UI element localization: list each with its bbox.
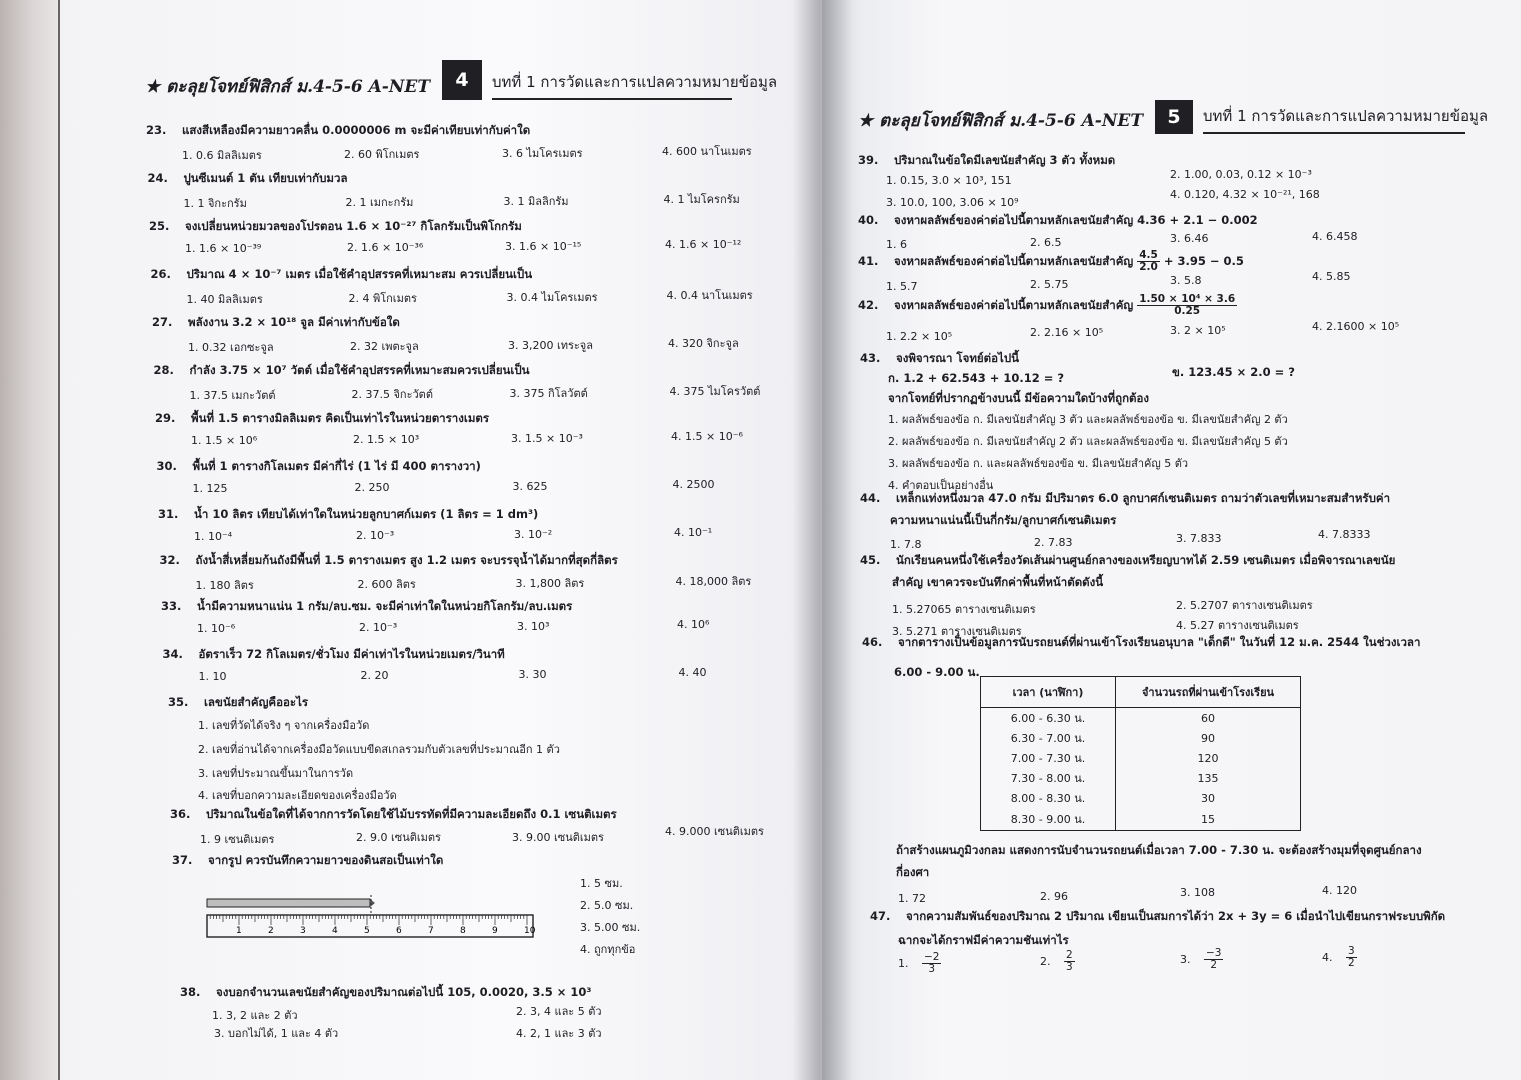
option: 1. 40 มิลลิเมตร	[186, 293, 263, 306]
left-page-header	[145, 60, 778, 100]
option: 1. 2.2 × 10⁵	[886, 330, 953, 343]
subquestion-b: ข. 123.45 × 2.0 = ?	[1172, 365, 1295, 379]
option: 4. 7.8333	[1318, 528, 1371, 541]
option: 4. 0.120, 4.32 × 10⁻²¹, 168	[1170, 188, 1320, 201]
option: 3. 30	[518, 667, 547, 681]
table-row	[981, 748, 1301, 768]
option: 1. 5 ซม.	[580, 877, 623, 890]
table-cell: 135	[1116, 768, 1301, 788]
option: 4. 120	[1322, 884, 1357, 897]
table-cell: 8.30 - 9.00 น.	[981, 808, 1116, 831]
option: 2. 5.0 ซม.	[580, 899, 634, 912]
fraction: $\frac{-3}{2}$	[1206, 947, 1222, 971]
ruler-label: 9	[492, 926, 498, 936]
option: 3. 10.0, 100, 3.06 × 10⁹	[886, 196, 1019, 209]
option: 2. 20	[360, 668, 389, 682]
option: 4. 2.1600 × 10⁵	[1312, 320, 1400, 333]
question-stem: จากโจทย์ที่ปรากฏข้างบนนี้ มีข้อความใดบ้างที่ถูกต้อง	[888, 391, 1150, 405]
question-28: 28. กำลัง 3.75 × 10⁷ วัตต์ เมื่อใช้คำอุปสรรคที่เหมาะสมควรเปลี่ยนเป็น	[153, 363, 530, 377]
option: 1. 37.5 เมกะวัตต์	[189, 389, 276, 402]
option: 3. บอกไม่ได้, 1 และ 4 ตัว	[214, 1027, 339, 1040]
ruler-label: 3	[300, 926, 306, 936]
book-series-title: ★ ตะลุยโจทย์ฟิสิกส์ ม.4-5-6 A-NET	[858, 111, 1143, 131]
question-44-line2: ความหนาแน่นนี้เป็นกี่กรัม/ลูกบาศก์เซนติเมตร	[890, 513, 1117, 527]
table-cell: 15	[1116, 808, 1301, 831]
option: 4. 10⁻¹	[674, 526, 713, 540]
question-36: 36. ปริมาณในข้อใดที่ได้จากการวัดโดยใช้ไม้บรรทัดที่มีความละเอียดถึง 0.1 เซนติเมตร	[170, 807, 617, 821]
option: 4. 0.4 นาโนเมตร	[666, 289, 753, 303]
option: 2. 60 พิโกเมตร	[344, 147, 420, 161]
option: 3. 1,800 ลิตร	[515, 576, 585, 590]
fraction: $\frac{3}{2}$	[1348, 945, 1355, 969]
option: 4. 5.85	[1312, 270, 1351, 283]
option: 1. 1.6 × 10⁻³⁹	[185, 242, 262, 255]
subquestion-a: ก. 1.2 + 62.543 + 10.12 = ?	[888, 371, 1065, 385]
ruler-label: 10	[524, 926, 535, 936]
question-33: 33. น้ำมีความหนาแน่น 1 กรัม/ลบ.ซม. จะมีค่าเท่าใดในหน่วยกิโลกรัม/ลบ.เมตร	[161, 599, 573, 613]
question-46-followup2: กี่องศา	[896, 865, 930, 879]
question-31: 31. น้ำ 10 ลิตร เทียบได้เท่าใดในหน่วยลูกบาศก์เมตร (1 ลิตร = 1 dm³)	[158, 507, 539, 521]
question-42: 42. จงหาผลลัพธ์ของค่าต่อไปนี้ตามหลักเลขนัยสำคัญ $\frac{\text{1.50 × 10⁴ × 3.6}}{0.25}$	[858, 293, 1236, 317]
book-gutter-shadow	[792, 0, 852, 1080]
option: 2. 4 พิโกเมตร	[348, 291, 417, 305]
question-32: 32. ถังน้ำสี่เหลี่ยมก้นถังมีพื้นที่ 1.5 ตารางเมตร สูง 1.2 เมตร จะบรรจุน้ำได้มากที่สุดกี่ลิตร	[159, 553, 618, 567]
table-row	[981, 728, 1301, 748]
option: 4. 9.000 เซนติเมตร	[665, 825, 764, 838]
option: 2. 3, 4 และ 5 ตัว	[516, 1005, 602, 1018]
option: 3. 6.46	[1170, 232, 1209, 245]
option: 4. $\frac{3}{2}$	[1322, 945, 1355, 969]
page-number: 5	[1155, 100, 1193, 134]
question-34: 34. อัตราเร็ว 72 กิโลเมตร/ชั่วโมง มีค่าเท่าไรในหน่วยเมตร/วินาที	[162, 647, 505, 661]
question-45: 45. นักเรียนคนหนึ่งใช้เครื่องวัดเส้นผ่านศูนย์กลางของเหรียญบาทได้ 2.59 เซนติเมตร เมื่อพิจารณาเลขนัย	[860, 553, 1396, 567]
option: 1. 0.15, 3.0 × 10³, 151	[886, 174, 1012, 187]
table-row	[981, 808, 1301, 831]
option: 4. 375 ไมโครวัตต์	[669, 385, 761, 399]
table-header: เวลา (นาฬิกา)	[981, 677, 1116, 708]
option: 3. 5.271 ตารางเซนติเมตร	[892, 625, 1022, 638]
option: 3. 375 กิโลวัตต์	[509, 386, 588, 400]
option: 1. 180 ลิตร	[195, 579, 254, 592]
option: 2. 1.00, 0.03, 0.12 × 10⁻³	[1170, 168, 1312, 181]
option: 2. 5.2707 ตารางเซนติเมตร	[1176, 599, 1313, 612]
option: 3. 625	[512, 479, 548, 493]
option: 2. 6.5	[1030, 236, 1062, 249]
chapter-title: บทที่ 1 การวัดและการแปลความหมายข้อมูล	[1203, 104, 1465, 134]
option: 1. 5.7	[886, 280, 918, 293]
car-count-table	[980, 676, 1301, 831]
ruler-label: 1	[236, 926, 242, 936]
option: 2. ผลลัพธ์ของข้อ ก. มีเลขนัยสำคัญ 2 ตัว และผลลัพธ์ของข้อ ข. มีเลขนัยสำคัญ 5 ตัว	[888, 435, 1288, 448]
option: 1. 0.6 มิลลิเมตร	[182, 149, 262, 162]
table-cell: 7.30 - 8.00 น.	[981, 768, 1116, 788]
option: 2. 1.6 × 10⁻³⁶	[347, 240, 424, 254]
option: 2. $\frac{2}{3}$	[1040, 949, 1073, 973]
question-41: 41. จงหาผลลัพธ์ของค่าต่อไปนี้ตามหลักเลขนัยสำคัญ $\frac{4.5}{2.0}$ + 3.95 − 0.5	[858, 249, 1244, 273]
fraction: $\frac{4.5}{2.0}$	[1139, 249, 1158, 273]
option: 4. 40	[678, 666, 707, 680]
option: 4. 1.5 × 10⁻⁶	[671, 430, 743, 444]
option: 3. 2 × 10⁵	[1170, 324, 1226, 337]
option: 3. 10³	[517, 619, 550, 633]
question-47: 47. จากความสัมพันธ์ของปริมาณ 2 ปริมาณ เขียนเป็นสมการได้ว่า 2x + 3y = 6 เมื่อนำไปเขียนกราฟระบบพิกัด	[870, 909, 1446, 923]
fraction: $\frac{\text{1.50 × 10⁴ × 3.6}}{0.25}$	[1139, 293, 1236, 317]
option: 1. 72	[898, 892, 926, 905]
option: 3. 5.00 ซม.	[580, 921, 641, 934]
question-30: 30. พื้นที่ 1 ตารางกิโลเมตร มีค่ากี่ไร่ (1 ไร่ มี 400 ตารางวา)	[156, 459, 481, 473]
question-27: 27. พลังงาน 3.2 × 10¹⁸ จูล มีค่าเท่ากับข้อใด	[152, 315, 400, 329]
ruler-label: 6	[396, 926, 402, 936]
option: 3. 10⁻²	[514, 527, 553, 541]
chapter-title: บทที่ 1 การวัดและการแปลความหมายข้อมูล	[492, 70, 732, 100]
question-38: 38. จงบอกจำนวนเลขนัยสำคัญของปริมาณต่อไปนี้ 105, 0.0020, 3.5 × 10³	[180, 985, 592, 999]
table-row	[981, 768, 1301, 788]
option: 4. 2500	[672, 478, 715, 492]
option: 4. เลขที่บอกความละเอียดของเครื่องมือวัด	[198, 789, 397, 802]
table-row	[981, 708, 1301, 729]
book-series-title: ★ ตะลุยโจทย์ฟิสิกส์ ม.4-5-6 A-NET	[145, 77, 430, 97]
option: 3. 1.5 × 10⁻³	[511, 431, 583, 445]
table-cell: 30	[1116, 788, 1301, 808]
question-47-line2: ฉากจะได้กราฟมีค่าความชันเท่าไร	[898, 933, 1069, 947]
ruler-ticks	[207, 915, 535, 936]
question-39: 39. ปริมาณในข้อใดมีเลขนัยสำคัญ 3 ตัว ทั้งหมด	[858, 153, 1116, 167]
question-23: 23. แสงสีเหลืองมีความยาวคลื่น 0.0000006 m จะมีค่าเทียบเท่ากับค่าใด	[146, 123, 531, 137]
option: 3. 7.833	[1176, 532, 1222, 545]
question-46: 46. จากตารางเป็นข้อมูลการนับรถยนต์ที่ผ่านเข้าโรงเรียนอนุบาล "เด็กดี" ในวันที่ 12 ม.ค. 2544 ในช่วงเวลา	[862, 635, 1421, 649]
option: 1. 125	[192, 482, 228, 495]
option: 1. 0.32 เอกซะจูล	[188, 341, 274, 354]
fraction: $\frac{-2}{3}$	[924, 951, 940, 975]
option: 3. ผลลัพธ์ของข้อ ก. และผลลัพธ์ของข้อ ข. มีเลขนัยสำคัญ 5 ตัว	[888, 457, 1189, 470]
table-cell: 7.00 - 7.30 น.	[981, 748, 1116, 768]
option: 2. 32 เพตะจูล	[350, 339, 419, 353]
option: 2. เลขที่อ่านได้จากเครื่องมือวัดแบบขีดสเกลรวมกับตัวเลขที่ประมาณอีก 1 ตัว	[198, 743, 560, 756]
option: 1. 3, 2 และ 2 ตัว	[212, 1009, 298, 1022]
ruler-label: 5	[364, 926, 370, 936]
option: 2. 37.5 จิกะวัตต์	[351, 387, 433, 401]
option: 4. 600 นาโนเมตร	[662, 145, 752, 159]
option: 2. 1.5 × 10³	[353, 432, 420, 446]
option: 4. 1 ไมโครกรัม	[663, 193, 740, 207]
option: 3. 0.4 ไมโครเมตร	[506, 290, 598, 304]
option: 4. ถูกทุกข้อ	[580, 943, 636, 956]
option: 2. 10⁻³	[356, 528, 395, 542]
option: 4. 2, 1 และ 3 ตัว	[516, 1027, 602, 1040]
option: 1. เลขที่วัดได้จริง ๆ จากเครื่องมือวัด	[198, 719, 370, 732]
option: 2. 10⁻³	[359, 620, 398, 634]
table-header: จำนวนรถที่ผ่านเข้าโรงเรียน	[1116, 677, 1301, 708]
right-page-header	[858, 100, 1489, 134]
option: 3. 108	[1180, 886, 1215, 899]
option: 1. 7.8	[890, 538, 922, 551]
question-46-followup: ถ้าสร้างแผนภูมิวงกลม แสดงการนับจำนวนรถยนต์เมื่อเวลา 7.00 - 7.30 น. จะต้องสร้างมุมที่จุดศูนย์กลาง	[896, 843, 1422, 857]
ruler-label: 8	[460, 926, 466, 936]
option: 1. 10⁻⁶	[197, 622, 236, 635]
option: 1. ผลลัพธ์ของข้อ ก. มีเลขนัยสำคัญ 3 ตัว และผลลัพธ์ของข้อ ข. มีเลขนัยสำคัญ 2 ตัว	[888, 413, 1288, 426]
table-cell: 8.00 - 8.30 น.	[981, 788, 1116, 808]
question-43: 43. จงพิจารณา โจทย์ต่อไปนี้	[860, 351, 1019, 365]
option: 4. 10⁶	[677, 618, 710, 632]
option: 2. 1 เมกะกรัม	[345, 195, 414, 209]
option: 1. 1.5 × 10⁶	[191, 434, 258, 447]
pencil-shape	[207, 899, 370, 907]
question-37: 37. จากรูป ควรบันทึกความยาวของดินสอเป็นเท่าใด	[172, 853, 444, 867]
option: 1. 10	[198, 670, 227, 683]
option: 2. 7.83	[1034, 536, 1073, 549]
page-number: 4	[442, 60, 482, 100]
option: 2. 9.0 เซนติเมตร	[356, 831, 441, 844]
question-29: 29. พื้นที่ 1.5 ตารางมิลลิเมตร คิดเป็นเท่าไรในหน่วยตารางเมตร	[155, 411, 490, 425]
question-45-line2: สำคัญ เขาควรจะบันทึกค่าพื้นที่หน้าตัดดังนี้	[892, 575, 1104, 589]
option: 3. 1 มิลลิกรัม	[503, 194, 569, 208]
option: 3. 3,200 เทระจูล	[508, 338, 593, 352]
option: 3. เลขที่ประมาณขึ้นมาในการวัด	[198, 767, 354, 780]
option: 1. 5.27065 ตารางเซนติเมตร	[892, 603, 1036, 616]
question-26: 26. ปริมาณ 4 × 10⁻⁷ เมตร เมื่อใช้คำอุปสรรคที่เหมาะสม ควรเปลี่ยนเป็น	[150, 267, 533, 281]
option: 1. 1 จิกะกรัม	[183, 197, 247, 210]
question-46-line2: 6.00 - 9.00 น.	[894, 665, 980, 679]
ruler-label: 4	[332, 926, 338, 936]
question-44: 44. เหล็กแท่งหนึ่งมวล 47.0 กรัม มีปริมาตร 6.0 ลูกบาศก์เซนติเมตร ถามว่าตัวเลขที่เหมาะสมสำหรับค่า	[860, 491, 1391, 505]
pencil-ruler-figure	[205, 895, 535, 939]
table-cell: 120	[1116, 748, 1301, 768]
option: 2. 2.16 × 10⁵	[1030, 326, 1104, 339]
option: 4. คำตอบเป็นอย่างอื่น	[888, 479, 994, 492]
table-row	[981, 788, 1301, 808]
table-cell: 60	[1116, 708, 1301, 729]
option: 1. 9 เซนติเมตร	[200, 833, 275, 846]
option: 4. 6.458	[1312, 230, 1358, 243]
option: 1. 10⁻⁴	[194, 530, 233, 543]
option: 3. $\frac{-3}{2}$	[1180, 947, 1222, 971]
question-24: 24. ปูนซีเมนต์ 1 ตัน เทียบเท่ากับมวล	[147, 171, 348, 185]
option: 4. 5.27 ตารางเซนติเมตร	[1176, 619, 1299, 632]
table-cell: 90	[1116, 728, 1301, 748]
table-header-row	[981, 677, 1301, 708]
ruler-label: 7	[428, 926, 434, 936]
option: 4. 1.6 × 10⁻¹²	[665, 238, 742, 252]
option: 2. 5.75	[1030, 278, 1069, 291]
fraction: $\frac{2}{3}$	[1066, 949, 1073, 973]
option: 3. 1.6 × 10⁻¹⁵	[505, 239, 582, 253]
option: 3. 9.00 เซนติเมตร	[512, 831, 604, 844]
ruler-label: 2	[268, 926, 274, 936]
option: 2. 250	[354, 480, 390, 494]
option: 1. 6	[886, 238, 907, 251]
table-cell: 6.00 - 6.30 น.	[981, 708, 1116, 729]
question-35: 35. เลขนัยสำคัญคืออะไร	[168, 695, 309, 709]
option: 2. 600 ลิตร	[357, 577, 416, 591]
question-25: 25. จงเปลี่ยนหน่วยมวลของโปรตอน 1.6 × 10⁻²⁷ กิโลกรัมเป็นพิโกกรัม	[149, 219, 522, 233]
option: 1. $\frac{-2}{3}$	[898, 951, 940, 975]
option: 3. 5.8	[1170, 274, 1202, 287]
table-cell: 6.30 - 7.00 น.	[981, 728, 1116, 748]
option: 3. 6 ไมโครเมตร	[502, 146, 583, 160]
option: 2. 96	[1040, 890, 1068, 903]
option: 4. 320 จิกะจูล	[668, 337, 739, 351]
option: 4. 18,000 ลิตร	[675, 575, 752, 589]
question-40: 40. จงหาผลลัพธ์ของค่าต่อไปนี้ตามหลักเลขนัยสำคัญ 4.36 + 2.1 − 0.002	[858, 213, 1258, 227]
